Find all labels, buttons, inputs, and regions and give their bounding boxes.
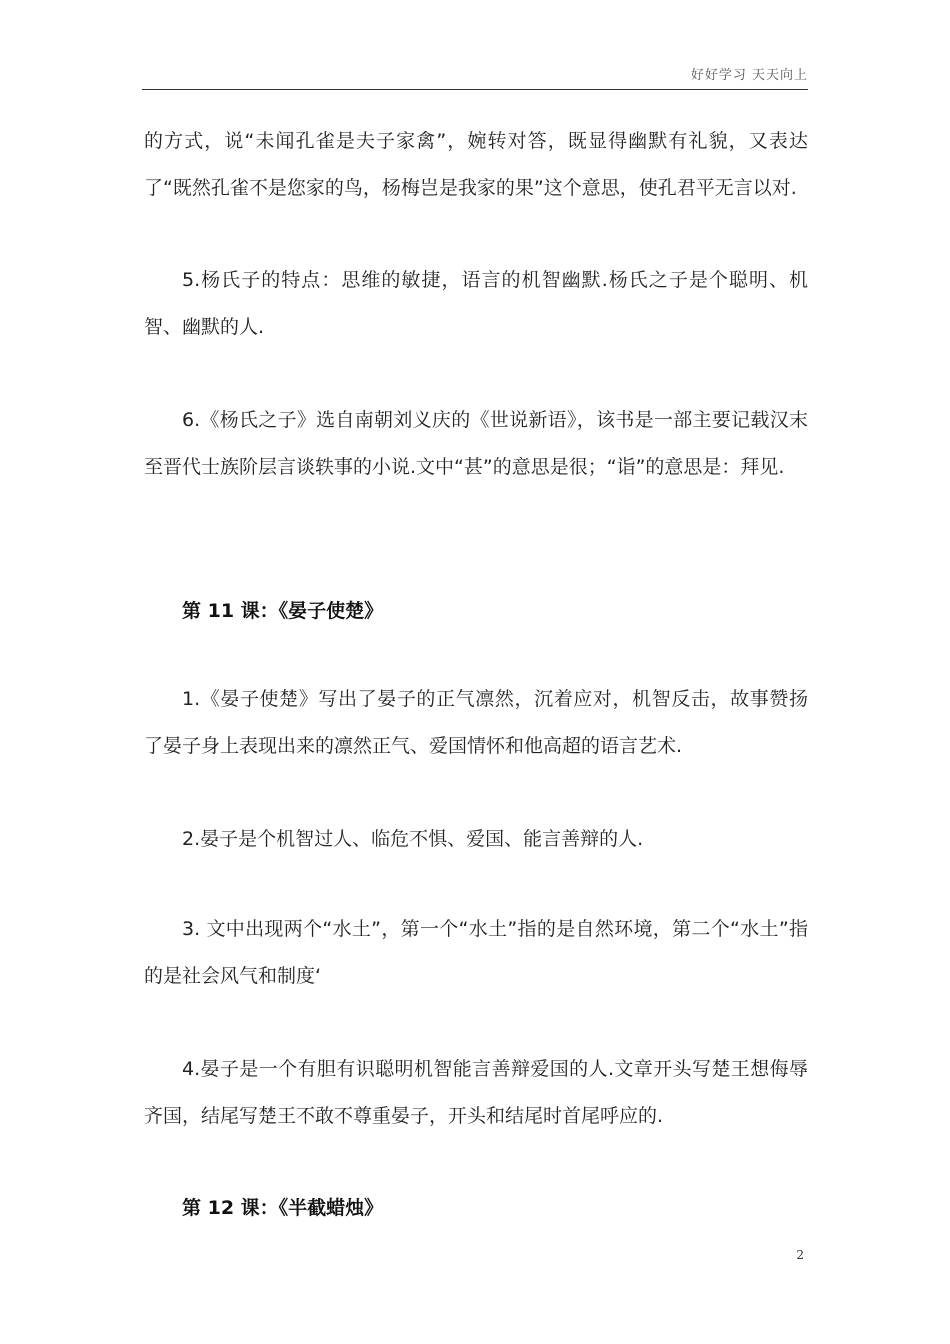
paragraph-lesson11-item-2: 2.晏子是个机智过人、临危不惧、爱国、能言善辩的人.: [182, 828, 644, 850]
paragraph-item-5: 5.杨氏子的特点：思维的敏捷，语言的机智幽默.杨氏之子是个聪明、机智、幽默的人.: [144, 269, 808, 338]
paragraph-continuation: 的方式，说“未闻孔雀是夫子家禽”，婉转对答，既显得幽默有礼貌，又表达了“既然孔雀不是您家的鸟，杨梅岂是我家的果”这个意思，使孔君平无言以对.: [144, 130, 808, 199]
paragraph-lesson11-item-1: 1.《晏子使楚》写出了晏子的正气凛然，沉着应对，机智反击，故事赞扬了晏子身上表现出来的凛然正气、爱国情怀和他高超的语言艺术.: [144, 688, 808, 757]
page-header: 好好学习 天天向上: [690, 68, 808, 83]
paragraph-lesson11-item-4: 4.晏子是一个有胆有识聪明机智能言善辩爱国的人.文章开头写楚王想侮辱齐国，结尾写楚王不敢不尊重晏子，开头和结尾时首尾呼应的.: [144, 1058, 808, 1127]
paragraph-lesson11-item-3: 3. 文中出现两个“水土”，第一个“水土”指的是自然环境，第二个“水土”指的是社会风气和制度‘: [144, 918, 808, 987]
lesson-heading-12: 第 12 课：《半截蜡烛》: [182, 1197, 384, 1219]
lesson-heading-11: 第 11 课：《晏子使楚》: [182, 600, 384, 622]
page-number: 2: [796, 1248, 804, 1262]
paragraph-item-6: 6.《杨氏之子》选自南朝刘义庆的《世说新语》，该书是一部主要记载汉末至晋代士族阶层言谈轶事的小说.文中“甚”的意思是很；“诣”的意思是：拜见.: [144, 409, 808, 478]
header-divider: [142, 89, 808, 90]
